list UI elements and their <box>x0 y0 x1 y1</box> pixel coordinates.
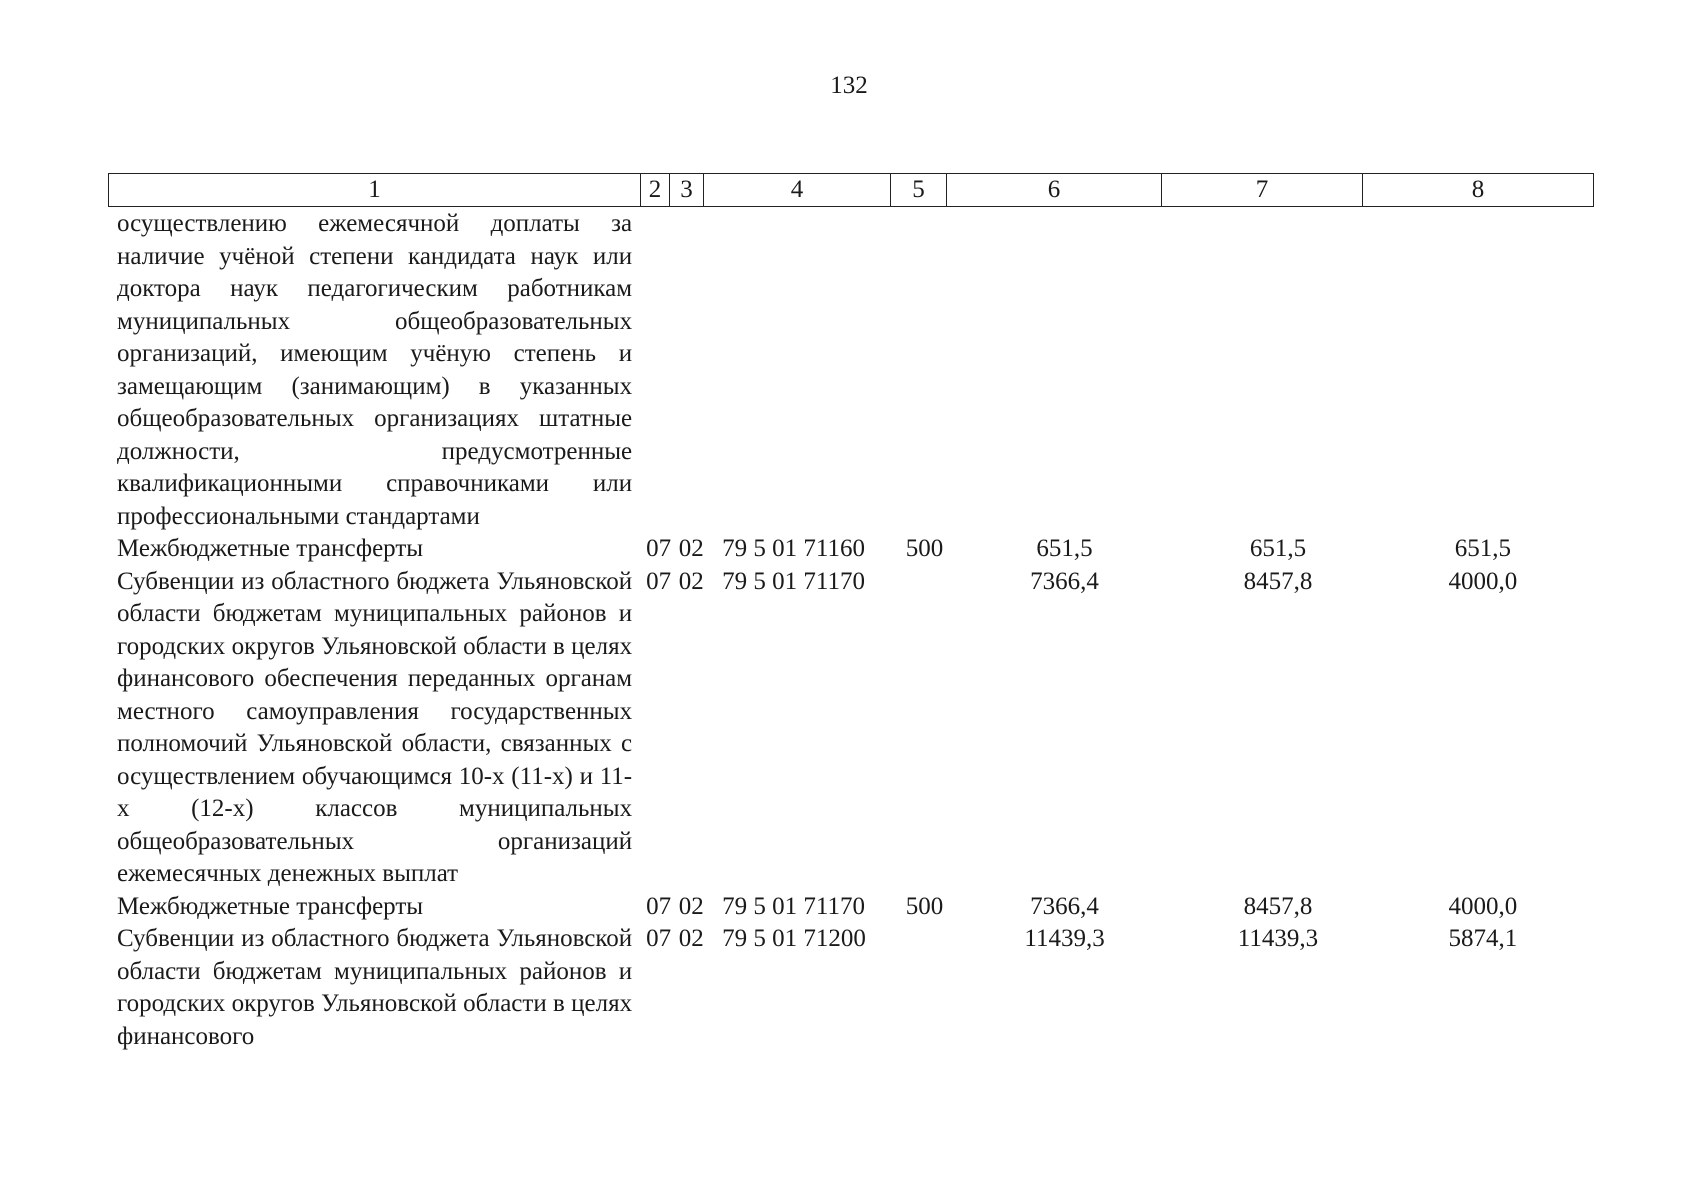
row-value-col6: 11439,3 <box>1024 925 1105 952</box>
row-subsection: 02 <box>678 892 704 920</box>
header-col-8: 8 <box>1471 176 1485 203</box>
row-section: 07 <box>646 892 672 920</box>
row-target-code: 79 5 01 71200 <box>722 925 866 952</box>
header-col-1: 1 <box>109 174 641 206</box>
table-row <box>108 566 1594 891</box>
row-expense-type <box>906 923 965 1053</box>
table-row <box>108 891 1594 924</box>
row-section: 07 <box>646 925 672 952</box>
header-col-4: 4 <box>704 174 891 206</box>
row-section: 07 <box>646 535 672 562</box>
row-value-col8 <box>1382 208 1594 533</box>
row-value-col7 <box>1184 208 1381 533</box>
row-expense-type <box>906 208 965 533</box>
row-subsection <box>677 208 720 533</box>
table-row <box>108 533 1594 566</box>
row-subsection: 02 <box>678 925 704 952</box>
row-value-col6 <box>965 208 1184 533</box>
header-col-6: 6 <box>947 174 1162 206</box>
table-header <box>108 173 1594 207</box>
table-row <box>108 208 1594 533</box>
row-value-col7: 651,5 <box>1249 535 1307 562</box>
header-col-5: 5 <box>891 174 947 206</box>
row-expense-type: 500 <box>905 892 944 920</box>
header-col-7: 7 <box>1162 174 1363 206</box>
row-value-col8: 4000,0 <box>1448 892 1518 920</box>
row-value-col6: 7366,4 <box>1030 892 1099 920</box>
header-col-2: 2 <box>641 174 670 206</box>
row-section: 07 <box>646 567 672 595</box>
row-value-col8: 5874,1 <box>1448 925 1518 952</box>
row-target-code <box>720 208 906 533</box>
row-target-code: 79 5 01 71170 <box>722 567 865 595</box>
row-description: осуществлению ежемесячной доплаты за наличие учёной степени кандидата наук или доктора наук педагогическим работникам муниципальных общеобразовательных организаций, имеющим учёную степень и замещающим (занимающим) в указанных общеобразовательных организациях штатные должности, предусмотренные квалификационными справочниками или профессиональными стандартами <box>117 210 633 530</box>
header-col-3: 3 <box>670 174 704 206</box>
row-value-col7: 8457,8 <box>1243 892 1313 920</box>
row-target-code: 79 5 01 71160 <box>722 535 865 562</box>
table-body <box>108 208 1594 1053</box>
row-description: Межбюджетные трансферты <box>117 892 424 920</box>
row-target-code: 79 5 01 71170 <box>722 892 865 920</box>
row-subsection: 02 <box>678 535 704 562</box>
row-value-col6: 7366,4 <box>1030 567 1099 595</box>
row-value-col7: 8457,8 <box>1243 567 1313 595</box>
page-number: 132 <box>830 72 868 99</box>
row-subsection: 02 <box>678 567 704 595</box>
row-expense-type <box>906 566 965 891</box>
row-value-col8: 651,5 <box>1454 535 1511 562</box>
row-description: Межбюджетные трансферты <box>117 535 424 562</box>
row-value-col6: 651,5 <box>1036 535 1093 562</box>
row-description: Субвенции из областного бюджета Ульяновской области бюджетам муниципальных районов и городских округов Ульяновской области в целях финансового обеспечения переданных органам местного самоуправления государственных полномочий Ульяновской области, связанных с осуществлением обучающимся 10-х (11-х) и 11-х (12-х) классов муниципальных общеобразовательных организаций ежемесячных денежных выплат <box>117 567 633 887</box>
row-section <box>632 208 677 533</box>
row-value-col8: 4000,0 <box>1448 567 1518 595</box>
row-expense-type: 500 <box>905 535 944 562</box>
row-description: Субвенции из областного бюджета Ульяновской области бюджетам муниципальных районов и городских округов Ульяновской области в целях финансового <box>117 925 633 1050</box>
row-value-col7: 11439,3 <box>1237 925 1319 952</box>
table-row <box>108 923 1594 1053</box>
